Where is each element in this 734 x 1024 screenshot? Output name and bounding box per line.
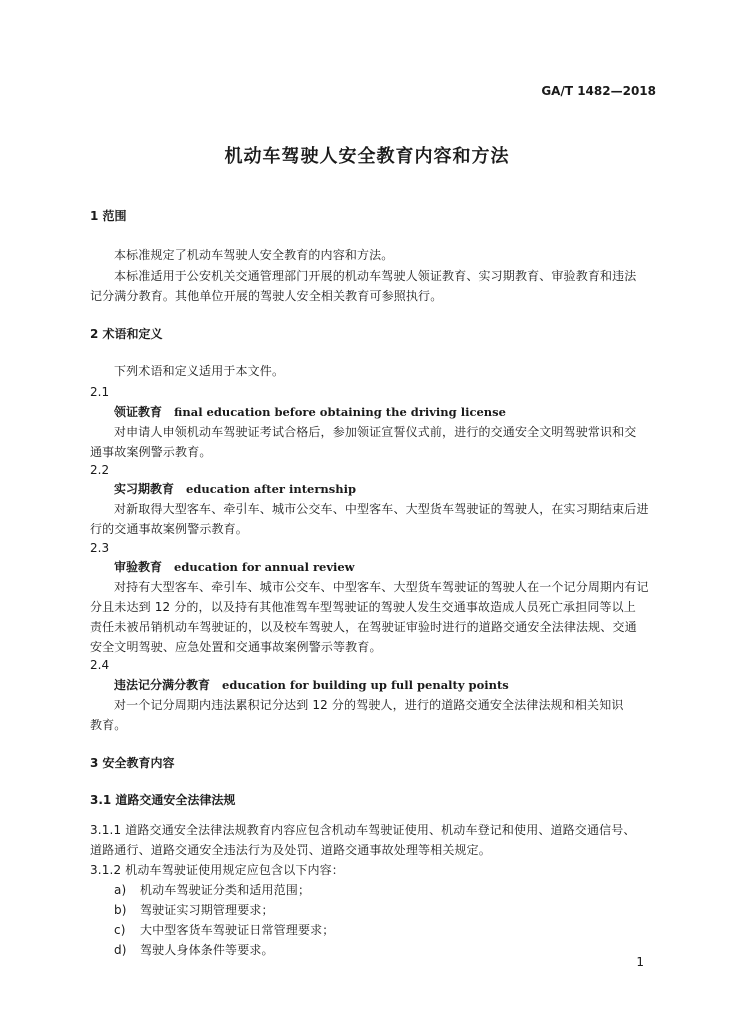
- list-item-text: 驾驶证实习期管理要求；: [140, 903, 274, 917]
- list-item-label: c): [114, 923, 126, 937]
- term-definition-line: 对持有大型客车、牵引车、城市公交车、中型客车、大型货车驾驶证的驾驶人在一个记分周期内有记: [114, 580, 649, 594]
- term-definition-line: 教育。: [90, 718, 127, 732]
- list-item: [114, 942, 274, 958]
- section-heading-content: 3 安全教育内容: [90, 756, 175, 770]
- section-heading-terms: 2 术语和定义: [90, 327, 163, 341]
- term-english: education for annual review: [174, 560, 355, 574]
- term-definition-line: 对申请人申领机动车驾驶证考试合格后，参加领证宣誓仪式前，进行的交通安全文明驾驶常识和交: [114, 425, 637, 439]
- term-definition-line: 安全文明驾驶、应急处置和交通事故案例警示等教育。: [90, 640, 382, 654]
- page-number: 1: [636, 955, 644, 969]
- list-item-label: a): [114, 883, 127, 897]
- list-item-text: 大中型客货车驾驶证日常管理要求；: [140, 923, 335, 937]
- term-number: 2.4: [90, 658, 110, 672]
- scope-paragraph-2-line-1: 本标准适用于公安机关交通管理部门开展的机动车驾驶人领证教育、实习期教育、审验教育和违法: [114, 269, 637, 283]
- term-definition-line: 对一个记分周期内违法累积记分达到 12 分的驾驶人，进行的道路交通安全法律法规和相关知识: [114, 698, 624, 712]
- term-title: [114, 481, 356, 497]
- term-definition-line: 对新取得大型客车、牵引车、城市公交车、中型客车、大型货车驾驶证的驾驶人，在实习期结束后进: [114, 502, 649, 516]
- clause-3-1-1-line-2: 道路通行、道路交通安全违法行为及处罚、道路交通事故处理等相关规定。: [90, 843, 491, 857]
- list-item-label: b): [114, 903, 127, 917]
- terms-intro: 下列术语和定义适用于本文件。: [114, 364, 285, 378]
- list-item-label: d): [114, 943, 127, 957]
- term-english: education after internship: [186, 482, 357, 496]
- scope-paragraph-1: 本标准规定了机动车驾驶人安全教育的内容和方法。: [114, 248, 394, 262]
- term-title: [114, 559, 355, 575]
- term-english: final education before obtaining the driving license: [174, 405, 506, 419]
- term-number: 2.1: [90, 385, 110, 399]
- term-definition-line: 分且未达到 12 分的，以及持有其他准驾车型驾驶证的驾驶人发生交通事故造成人员死亡承担同等以上: [90, 600, 636, 614]
- term-number: 2.2: [90, 463, 110, 477]
- term-title: [114, 404, 506, 420]
- term-chinese: 实习期教育: [114, 482, 175, 496]
- scope-paragraph-2-line-2: 记分满分教育。其他单位开展的驾驶人安全相关教育可参照执行。: [90, 289, 443, 303]
- list-item: [114, 882, 310, 898]
- term-english: education for building up full penalty points: [222, 678, 509, 692]
- term-number: 2.3: [90, 541, 110, 555]
- clause-3-1-2: 3.1.2 机动车驾驶证使用规定应包含以下内容：: [90, 863, 344, 877]
- list-item-text: 驾驶人身体条件等要求。: [140, 943, 274, 957]
- list-item: [114, 922, 334, 938]
- list-item: [114, 902, 274, 918]
- page-title: 机动车驾驶人安全教育内容和方法: [224, 146, 510, 167]
- term-definition-line: 责任未被吊销机动车驾驶证的，以及校车驾驶人，在驾驶证审验时进行的道路交通安全法律法规、交通: [90, 620, 637, 634]
- term-chinese: 审验教育: [114, 560, 163, 574]
- term-chinese: 违法记分满分教育: [114, 678, 211, 692]
- clause-3-1-1-line-1: 3.1.1 道路交通安全法律法规教育内容应包含机动车驾驶证使用、机动车登记和使用、道路交通信号、: [90, 823, 636, 837]
- term-title: [114, 677, 509, 693]
- document-number: GA/T 1482—2018: [541, 84, 656, 98]
- term-definition-line: 通事故案例警示教育。: [90, 445, 212, 459]
- subsection-heading-laws: 3.1 道路交通安全法律法规: [90, 793, 236, 807]
- list-item-text: 机动车驾驶证分类和适用范围；: [140, 883, 311, 897]
- term-definition-line: 行的交通事故案例警示教育。: [90, 522, 248, 536]
- section-heading-scope: 1 范围: [90, 209, 127, 223]
- term-chinese: 领证教育: [114, 405, 163, 419]
